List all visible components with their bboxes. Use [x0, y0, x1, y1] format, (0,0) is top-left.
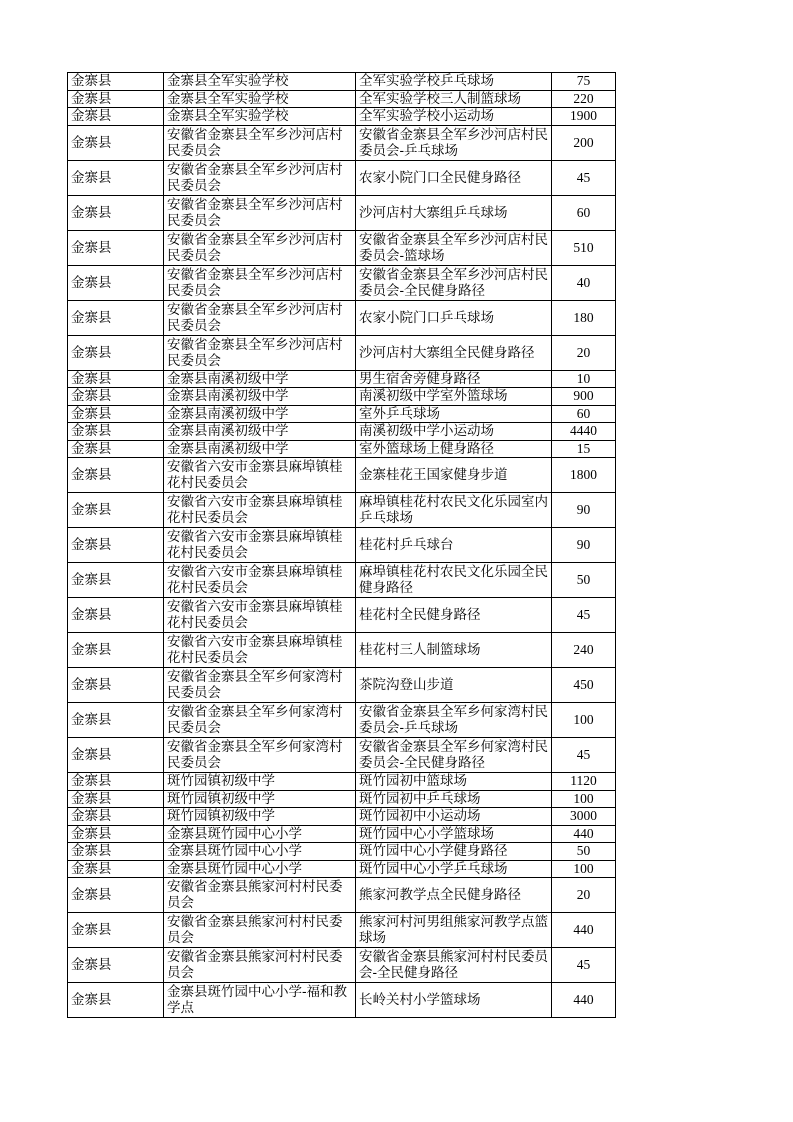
- organization-cell: 金寨县斑竹园中心小学: [164, 825, 356, 843]
- area-cell: 75: [552, 73, 616, 91]
- area-cell: 440: [552, 913, 616, 948]
- organization-cell: 安徽省金寨县熊家河村村民委员会: [164, 948, 356, 983]
- county-cell: 金寨县: [68, 860, 164, 878]
- area-cell: 20: [552, 878, 616, 913]
- facility-cell: 农家小院门口全民健身路径: [356, 160, 552, 195]
- table-row: [68, 388, 616, 406]
- county-cell: 金寨县: [68, 878, 164, 913]
- organization-cell: 斑竹园镇初级中学: [164, 773, 356, 791]
- table-row: [68, 703, 616, 738]
- facility-cell: 斑竹园中心小学乒乓球场: [356, 860, 552, 878]
- table-row: [68, 598, 616, 633]
- table-row: [68, 790, 616, 808]
- facility-cell: 室外篮球场上健身路径: [356, 440, 552, 458]
- county-cell: 金寨县: [68, 335, 164, 370]
- organization-cell: 金寨县南溪初级中学: [164, 423, 356, 441]
- area-cell: 3000: [552, 808, 616, 826]
- organization-cell: 安徽省金寨县全军乡沙河店村民委员会: [164, 300, 356, 335]
- table-row: [68, 493, 616, 528]
- facility-cell: 南溪初级中学小运动场: [356, 423, 552, 441]
- table-row: [68, 300, 616, 335]
- table-row: [68, 423, 616, 441]
- county-cell: 金寨县: [68, 388, 164, 406]
- county-cell: 金寨县: [68, 160, 164, 195]
- organization-cell: 安徽省金寨县全军乡沙河店村民委员会: [164, 195, 356, 230]
- table-row: [68, 633, 616, 668]
- area-cell: 220: [552, 90, 616, 108]
- area-cell: 60: [552, 195, 616, 230]
- organization-cell: 安徽省金寨县全军乡沙河店村民委员会: [164, 335, 356, 370]
- organization-cell: 安徽省金寨县熊家河村村民委员会: [164, 913, 356, 948]
- facility-cell: 全军实验学校乒乓球场: [356, 73, 552, 91]
- county-cell: 金寨县: [68, 668, 164, 703]
- area-cell: 100: [552, 860, 616, 878]
- area-cell: 240: [552, 633, 616, 668]
- area-cell: 45: [552, 738, 616, 773]
- table-row: [68, 528, 616, 563]
- organization-cell: 安徽省六安市金寨县麻埠镇桂花村民委员会: [164, 598, 356, 633]
- table-body: [68, 73, 616, 1018]
- county-cell: 金寨县: [68, 108, 164, 126]
- area-cell: 90: [552, 528, 616, 563]
- area-cell: 10: [552, 370, 616, 388]
- facility-cell: 安徽省金寨县全军乡沙河店村民委员会-篮球场: [356, 230, 552, 265]
- area-cell: 90: [552, 493, 616, 528]
- facility-cell: 农家小院门口乒乓球场: [356, 300, 552, 335]
- area-cell: 440: [552, 825, 616, 843]
- table-row: [68, 913, 616, 948]
- county-cell: 金寨县: [68, 843, 164, 861]
- facility-cell: 男生宿舍旁健身路径: [356, 370, 552, 388]
- facility-cell: 麻埠镇桂花村农民文化乐园全民健身路径: [356, 563, 552, 598]
- area-cell: 45: [552, 160, 616, 195]
- organization-cell: 金寨县斑竹园中心小学-福和教学点: [164, 983, 356, 1018]
- organization-cell: 安徽省金寨县全军乡沙河店村民委员会: [164, 265, 356, 300]
- facility-cell: 沙河店村大寨组全民健身路径: [356, 335, 552, 370]
- organization-cell: 安徽省六安市金寨县麻埠镇桂花村民委员会: [164, 633, 356, 668]
- facility-cell: 熊家河村河男组熊家河教学点篮球场: [356, 913, 552, 948]
- table-row: [68, 773, 616, 791]
- area-cell: 440: [552, 983, 616, 1018]
- area-cell: 450: [552, 668, 616, 703]
- table-row: [68, 125, 616, 160]
- table-row: [68, 265, 616, 300]
- county-cell: 金寨县: [68, 265, 164, 300]
- area-cell: 200: [552, 125, 616, 160]
- county-cell: 金寨县: [68, 195, 164, 230]
- organization-cell: 安徽省金寨县全军乡何家湾村民委员会: [164, 668, 356, 703]
- table-row: [68, 878, 616, 913]
- county-cell: 金寨县: [68, 790, 164, 808]
- county-cell: 金寨县: [68, 738, 164, 773]
- table-row: [68, 860, 616, 878]
- organization-cell: 安徽省金寨县全军乡沙河店村民委员会: [164, 230, 356, 265]
- county-cell: 金寨县: [68, 773, 164, 791]
- area-cell: 60: [552, 405, 616, 423]
- facility-cell: 沙河店村大寨组乒乓球场: [356, 195, 552, 230]
- facility-cell: 茶院沟登山步道: [356, 668, 552, 703]
- organization-cell: 金寨县南溪初级中学: [164, 388, 356, 406]
- county-cell: 金寨县: [68, 73, 164, 91]
- table-row: [68, 160, 616, 195]
- organization-cell: 安徽省六安市金寨县麻埠镇桂花村民委员会: [164, 458, 356, 493]
- area-cell: 900: [552, 388, 616, 406]
- county-cell: 金寨县: [68, 598, 164, 633]
- area-cell: 180: [552, 300, 616, 335]
- organization-cell: 金寨县斑竹园中心小学: [164, 843, 356, 861]
- organization-cell: 金寨县南溪初级中学: [164, 370, 356, 388]
- organization-cell: 金寨县全军实验学校: [164, 73, 356, 91]
- facility-table: [67, 72, 616, 1018]
- area-cell: 510: [552, 230, 616, 265]
- county-cell: 金寨县: [68, 948, 164, 983]
- facility-cell: 长岭关村小学篮球场: [356, 983, 552, 1018]
- facility-cell: 桂花村三人制篮球场: [356, 633, 552, 668]
- facility-cell: 熊家河教学点全民健身路径: [356, 878, 552, 913]
- facility-cell: 斑竹园初中篮球场: [356, 773, 552, 791]
- table-row: [68, 440, 616, 458]
- area-cell: 50: [552, 563, 616, 598]
- table-row: [68, 90, 616, 108]
- organization-cell: 安徽省金寨县全军乡沙河店村民委员会: [164, 125, 356, 160]
- facility-cell: 室外乒乓球场: [356, 405, 552, 423]
- county-cell: 金寨县: [68, 458, 164, 493]
- table-row: [68, 983, 616, 1018]
- facility-cell: 金寨桂花王国家健身步道: [356, 458, 552, 493]
- facility-cell: 桂花村乒乓球台: [356, 528, 552, 563]
- county-cell: 金寨县: [68, 983, 164, 1018]
- area-cell: 1120: [552, 773, 616, 791]
- facility-cell: 斑竹园初中小运动场: [356, 808, 552, 826]
- table-row: [68, 335, 616, 370]
- facility-cell: 安徽省金寨县全军乡何家湾村民委员会-全民健身路径: [356, 738, 552, 773]
- area-cell: 45: [552, 598, 616, 633]
- facility-cell: 安徽省金寨县熊家河村村民委员会-全民健身路径: [356, 948, 552, 983]
- organization-cell: 斑竹园镇初级中学: [164, 808, 356, 826]
- area-cell: 1800: [552, 458, 616, 493]
- facility-cell: 麻埠镇桂花村农民文化乐园室内乒乓球场: [356, 493, 552, 528]
- area-cell: 100: [552, 703, 616, 738]
- county-cell: 金寨县: [68, 913, 164, 948]
- facility-cell: 桂花村全民健身路径: [356, 598, 552, 633]
- table-row: [68, 825, 616, 843]
- table-row: [68, 230, 616, 265]
- county-cell: 金寨县: [68, 440, 164, 458]
- facility-cell: 安徽省金寨县全军乡沙河店村民委员会-乒乓球场: [356, 125, 552, 160]
- county-cell: 金寨县: [68, 703, 164, 738]
- area-cell: 1900: [552, 108, 616, 126]
- area-cell: 50: [552, 843, 616, 861]
- organization-cell: 金寨县全军实验学校: [164, 108, 356, 126]
- table-row: [68, 195, 616, 230]
- organization-cell: 安徽省六安市金寨县麻埠镇桂花村民委员会: [164, 493, 356, 528]
- area-cell: 100: [552, 790, 616, 808]
- facility-cell: 南溪初级中学室外篮球场: [356, 388, 552, 406]
- organization-cell: 金寨县斑竹园中心小学: [164, 860, 356, 878]
- facility-cell: 斑竹园中心小学篮球场: [356, 825, 552, 843]
- table-row: [68, 108, 616, 126]
- table-row: [68, 843, 616, 861]
- county-cell: 金寨县: [68, 528, 164, 563]
- area-cell: 15: [552, 440, 616, 458]
- organization-cell: 斑竹园镇初级中学: [164, 790, 356, 808]
- county-cell: 金寨县: [68, 230, 164, 265]
- area-cell: 45: [552, 948, 616, 983]
- county-cell: 金寨县: [68, 300, 164, 335]
- area-cell: 40: [552, 265, 616, 300]
- county-cell: 金寨县: [68, 825, 164, 843]
- table-row: [68, 370, 616, 388]
- county-cell: 金寨县: [68, 633, 164, 668]
- county-cell: 金寨县: [68, 808, 164, 826]
- facility-cell: 斑竹园中心小学健身路径: [356, 843, 552, 861]
- county-cell: 金寨县: [68, 423, 164, 441]
- table-row: [68, 405, 616, 423]
- county-cell: 金寨县: [68, 493, 164, 528]
- county-cell: 金寨县: [68, 370, 164, 388]
- organization-cell: 金寨县南溪初级中学: [164, 405, 356, 423]
- table-row: [68, 738, 616, 773]
- county-cell: 金寨县: [68, 125, 164, 160]
- table-row: [68, 808, 616, 826]
- table-row: [68, 668, 616, 703]
- facility-cell: 安徽省金寨县全军乡何家湾村民委员会-乒乓球场: [356, 703, 552, 738]
- area-cell: 4440: [552, 423, 616, 441]
- county-cell: 金寨县: [68, 90, 164, 108]
- table-row: [68, 948, 616, 983]
- organization-cell: 安徽省金寨县全军乡何家湾村民委员会: [164, 738, 356, 773]
- organization-cell: 金寨县南溪初级中学: [164, 440, 356, 458]
- organization-cell: 安徽省金寨县熊家河村村民委员会: [164, 878, 356, 913]
- county-cell: 金寨县: [68, 563, 164, 598]
- facility-cell: 安徽省金寨县全军乡沙河店村民委员会-全民健身路径: [356, 265, 552, 300]
- table-row: [68, 563, 616, 598]
- facility-cell: 全军实验学校三人制篮球场: [356, 90, 552, 108]
- area-cell: 20: [552, 335, 616, 370]
- table-row: [68, 458, 616, 493]
- facility-cell: 全军实验学校小运动场: [356, 108, 552, 126]
- organization-cell: 安徽省六安市金寨县麻埠镇桂花村民委员会: [164, 563, 356, 598]
- organization-cell: 安徽省金寨县全军乡何家湾村民委员会: [164, 703, 356, 738]
- table-row: [68, 73, 616, 91]
- organization-cell: 金寨县全军实验学校: [164, 90, 356, 108]
- facility-cell: 斑竹园初中乒乓球场: [356, 790, 552, 808]
- organization-cell: 安徽省六安市金寨县麻埠镇桂花村民委员会: [164, 528, 356, 563]
- county-cell: 金寨县: [68, 405, 164, 423]
- organization-cell: 安徽省金寨县全军乡沙河店村民委员会: [164, 160, 356, 195]
